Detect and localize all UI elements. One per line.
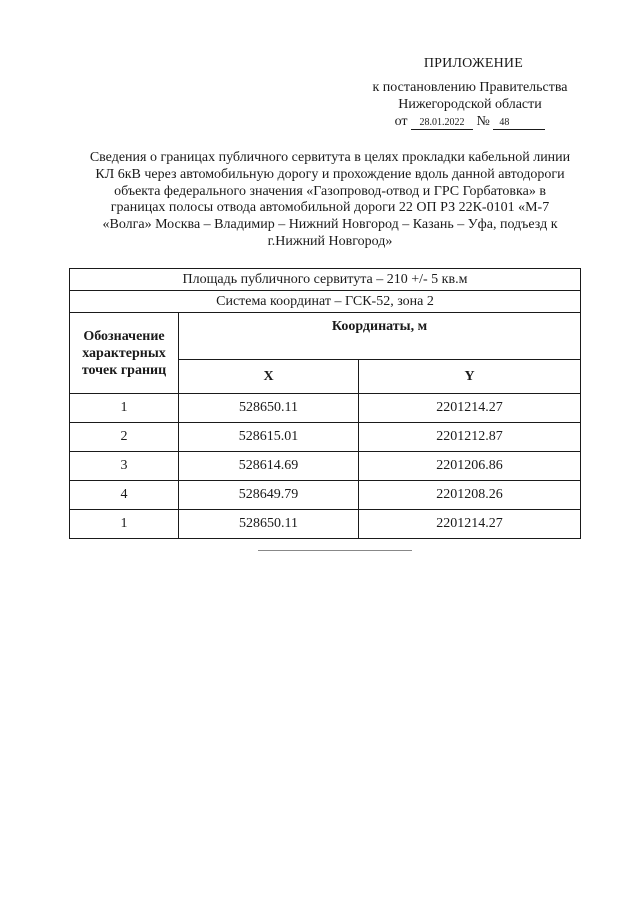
table-row <box>70 452 581 481</box>
y-header: Y <box>359 360 581 394</box>
table-row <box>70 423 581 452</box>
y-cell: 2201212.87 <box>359 423 581 452</box>
date-prefix: от <box>394 114 408 129</box>
y-cell: 2201208.26 <box>359 481 581 510</box>
resolution-reference <box>360 79 580 130</box>
table-row <box>70 510 581 539</box>
end-divider <box>258 550 412 551</box>
date-number-line <box>360 113 580 130</box>
coordinates-table <box>69 268 581 539</box>
resolution-date: 28.01.2022 <box>411 117 473 130</box>
appendix-title: ПРИЛОЖЕНИЕ <box>423 56 523 71</box>
point-cell: 1 <box>70 394 179 423</box>
x-cell: 528649.79 <box>179 481 359 510</box>
area-cell: Площадь публичного сервитута – 210 +/- 5 кв.м <box>70 269 581 291</box>
point-cell: 1 <box>70 510 179 539</box>
x-header: X <box>179 360 359 394</box>
document-description: Сведения о границах публичного сервитута в целях прокладки кабельной линии КЛ 6кВ через автомобильную дорогу и прохождение вдоль данной автодороги объекта федерального значения «Газопровод-отвод и ГРС Горбатовка» в границах полосы отвода автомобильной дороги 22 ОП РЗ 22К-0101 «М-7 «Волга» Москва – Владимир – Нижний Новгород – Казань – Уфа, подъезд к г.Нижний Новгород» <box>89 150 571 249</box>
x-cell: 528650.11 <box>179 394 359 423</box>
point-cell: 4 <box>70 481 179 510</box>
x-cell: 528615.01 <box>179 423 359 452</box>
resolution-number: 48 <box>493 117 545 130</box>
header-row <box>70 313 581 360</box>
system-row <box>70 291 581 313</box>
y-cell: 2201214.27 <box>359 510 581 539</box>
table-row <box>70 481 581 510</box>
resolution-line-1: к постановлению Правительства <box>372 80 568 95</box>
x-cell: 528650.11 <box>179 510 359 539</box>
x-cell: 528614.69 <box>179 452 359 481</box>
coordinates-header: Координаты, м <box>179 313 581 360</box>
point-header: Обозначение характерных точек границ <box>70 313 179 394</box>
resolution-line-2: Нижегородской области <box>398 97 542 112</box>
coordinate-system-cell: Система координат – ГСК-52, зона 2 <box>70 291 581 313</box>
y-cell: 2201206.86 <box>359 452 581 481</box>
point-cell: 2 <box>70 423 179 452</box>
point-cell: 3 <box>70 452 179 481</box>
number-sign: № <box>476 114 490 129</box>
area-row <box>70 269 581 291</box>
table-row <box>70 394 581 423</box>
y-cell: 2201214.27 <box>359 394 581 423</box>
